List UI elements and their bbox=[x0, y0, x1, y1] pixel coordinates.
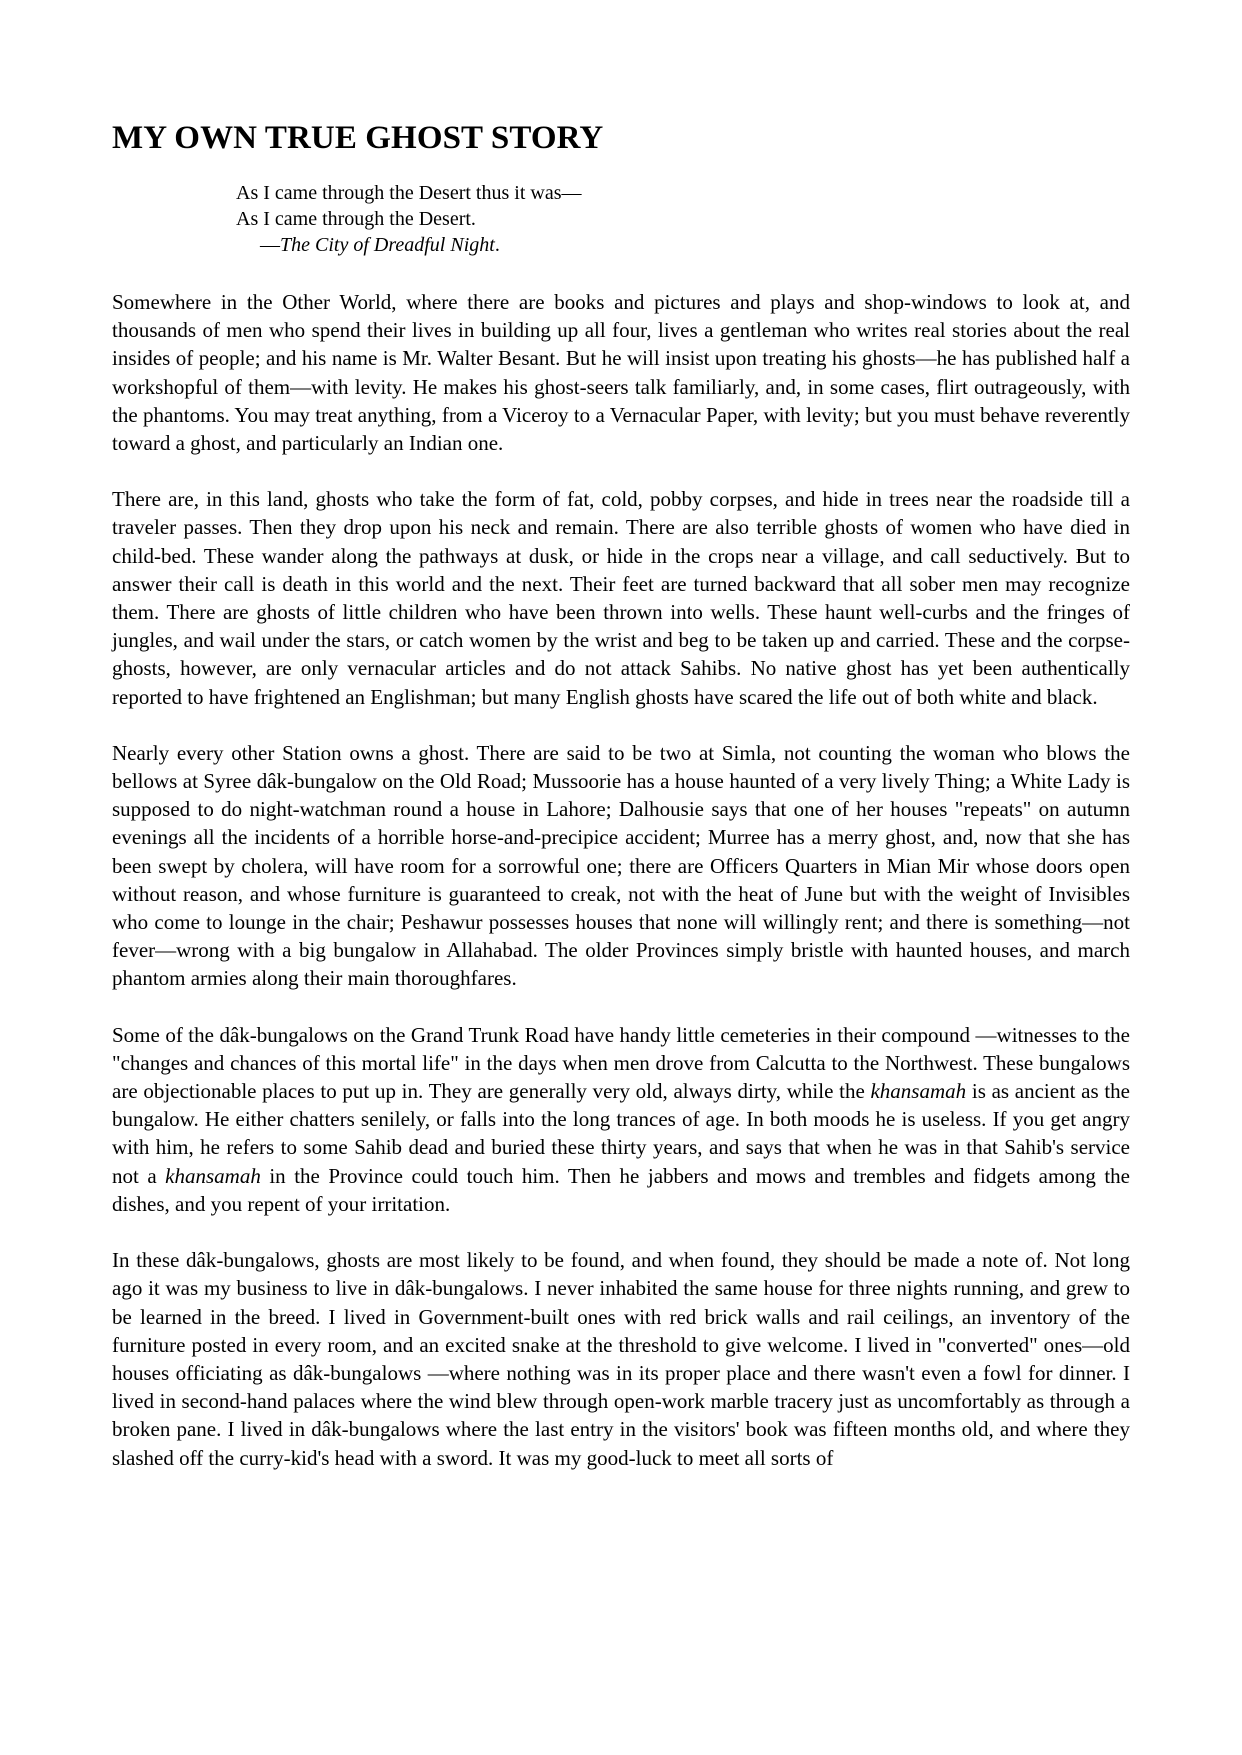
attribution-prefix: — bbox=[260, 234, 280, 256]
paragraph-1: Somewhere in the Other World, where there are books and pictures and plays and shop-windows to look at, and thousands of men who spend their lives in building up all four, lives a gentleman who writes real stories about the real insides of people; and his name is Mr. Walter Besant. But he will insist upon treating his ghosts—he has published half a workshopful of them—with levity. He makes his ghost-seers talk familiarly, and, in some cases, flirt outrageously, with the phantoms. You may treat anything, from a Viceroy to a Vernacular Paper, with levity; but you must behave reverently toward a ghost, and particularly an Indian one. bbox=[112, 290, 1130, 456]
epigraph-line-1: As I came through the Desert thus it was— bbox=[236, 182, 582, 204]
paragraph-2: There are, in this land, ghosts who take the form of fat, cold, pobby corpses, and hide in trees near the roadside till a traveler passes. Then they drop upon his neck and remain. There are also terrible ghosts of women who have died in child-bed. These wander along the pathways at dusk, or hide in the crops near a village, and call seductively. But to answer their call is death in this world and the next. Their feet are turned backward that all sober men may recognize them. There are ghosts of little children who have been thrown into wells. These haunt well-curbs and the fringes of jungles, and wail under the stars, or catch women by the wrist and beg to be taken up and carried. These and the corpse-ghosts, however, are only vernacular articles and do not attack Sahibs. No native ghost has yet been authentically reported to have frightened an Englishman; but many English ghosts have scared the life out of both white and black. bbox=[112, 487, 1130, 709]
epigraph bbox=[236, 180, 1130, 258]
epigraph-attribution bbox=[236, 232, 1130, 258]
paragraph-3: Nearly every other Station owns a ghost. There are said to be two at Simla, not counting the woman who blows the bellows at Syree dâk-bungalow on the Old Road; Mussoorie has a house haunted of a very lively Thing; a White Lady is supposed to do night-watchman round a house in Lahore; Dalhousie says that one of her houses "repeats" on autumn evenings all the incidents of a horrible horse-and-precipice accident; Murree has a merry ghost, and, now that she has been swept by cholera, will have room for a sorrowful one; there are Officers Quarters in Mian Mir whose doors open without reason, and whose furniture is guaranteed to creak, not with the heat of June but with the weight of Invisibles who come to lounge in the chair; Peshawur possesses houses that none will willingly rent; and there is something—not fever—wrong with a big bungalow in Allahabad. The older Provinces simply bristle with haunted houses, and march phantom armies along their main thoroughfares. bbox=[112, 740, 1130, 991]
paragraph-4-text-c: in the Province could touch him. Then he jabbers and mows and trembles and fidgets among the dishes, and you repent of your irritation. bbox=[112, 1163, 1130, 1216]
attribution-title: The City of Dreadful Night bbox=[280, 234, 495, 256]
paragraph-4-term-2: khansamah bbox=[165, 1163, 261, 1188]
paragraph-4 bbox=[112, 1021, 1130, 1218]
paragraph-4-text-b: is as ancient as the bungalow. He either chatters senilely, or falls into the long trances of age. In both moods he is useless. If you get angry with him, he refers to some Sahib dead and buried these thirty years, and says that when he was in that Sahib's service not a bbox=[112, 1079, 1131, 1188]
document-page bbox=[112, 118, 1130, 1472]
paragraph-4-term-1: khansamah bbox=[870, 1079, 967, 1104]
story-title: MY OWN TRUE GHOST STORY bbox=[112, 120, 604, 156]
attribution-suffix: . bbox=[494, 234, 500, 256]
epigraph-line-2: As I came through the Desert. bbox=[236, 208, 476, 230]
paragraph-5: In these dâk-bungalows, ghosts are most likely to be found, and when found, they should be made a note of. Not long ago it was my business to live in dâk-bungalows. I never inhabited the same house for three nights running, and grew to be learned in the breed. I lived in Government-built ones with red brick walls and rail ceilings, an inventory of the furniture posted in every room, and an excited snake at the threshold to give welcome. I lived in "converted" ones—old houses officiating as dâk-bungalows —where nothing was in its proper place and there wasn't even a fowl for dinner. I lived in second-hand palaces where the wind blew through open-work marble tracery just as uncomfortably as through a broken pane. I lived in dâk-bungalows where the last entry in the visitors' book was fifteen months old, and where they slashed off the curry-kid's head with a sword. It was my good-luck to meet all sorts of bbox=[112, 1248, 1130, 1470]
paragraph-4-text-a: Some of the dâk-bungalows on the Grand Trunk Road have handy little cemeteries in their compound —witnesses to the "changes and chances of this mortal life" in the days when men drove from Calcutta to the Northwest. These bungalows are objectionable places to put up in. They are generally very old, always dirty, while the bbox=[112, 1022, 1130, 1104]
